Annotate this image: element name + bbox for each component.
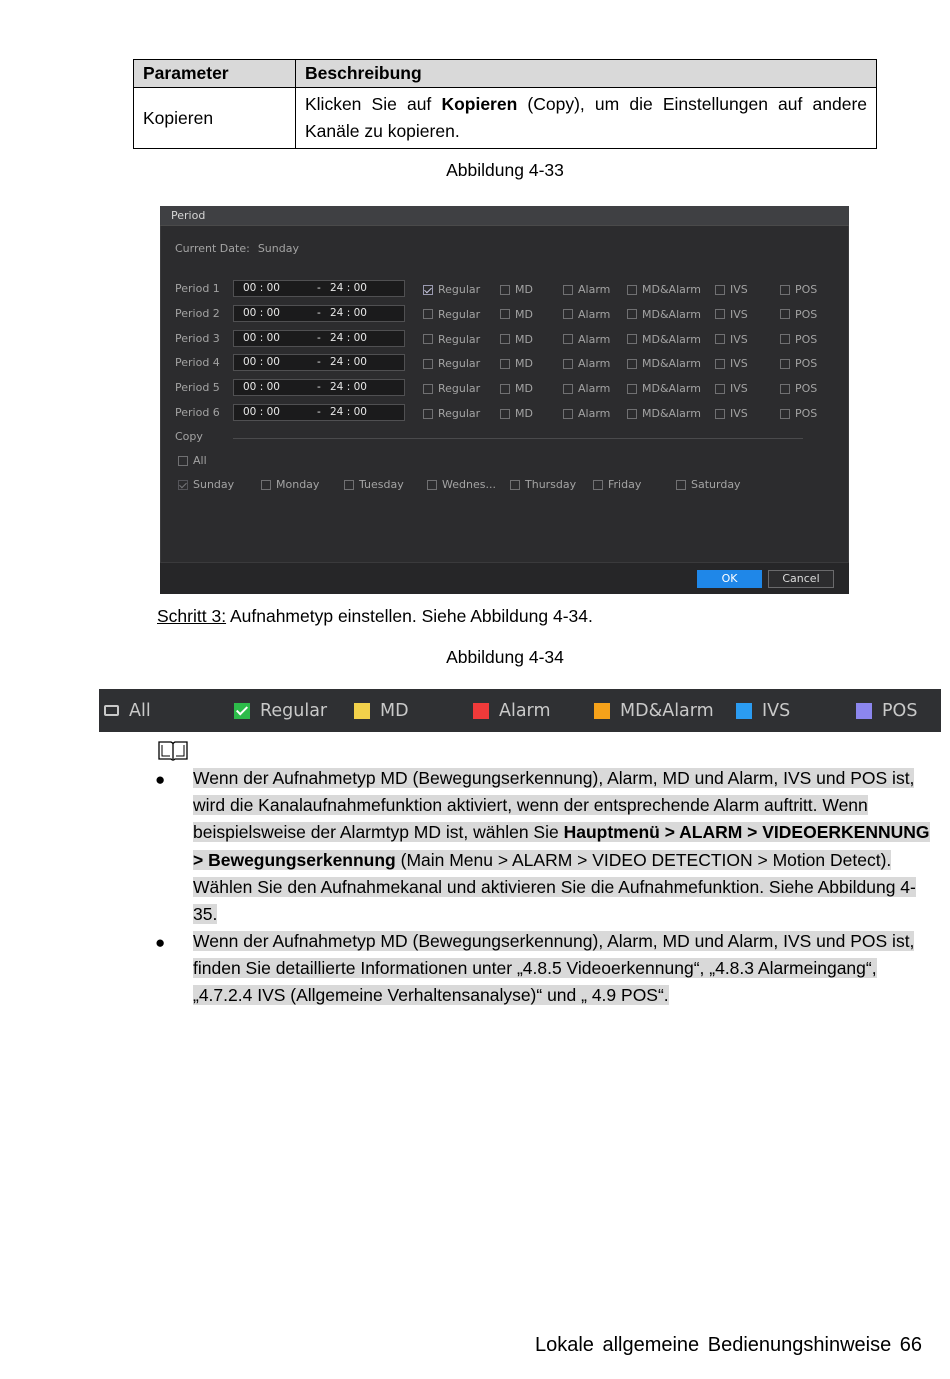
checkbox-label: IVS (730, 283, 748, 296)
checkbox-box[interactable] (715, 359, 725, 369)
record-type-checkbox[interactable] (563, 407, 610, 420)
copy-day-checkbox[interactable] (344, 478, 404, 491)
period-time-input[interactable] (233, 404, 405, 421)
period-label: Period 6 (175, 406, 220, 419)
record-type-checkbox[interactable] (563, 357, 610, 370)
page-footer: Lokale allgemeine Bedienungshinweise 66 (534, 1334, 922, 1356)
range-separator: - (317, 406, 321, 418)
period-label: Period 3 (175, 331, 220, 345)
legend-label: MD (380, 700, 409, 721)
dialog-footer (160, 562, 849, 594)
legend-item (856, 689, 917, 732)
checkbox-label: MD (515, 357, 533, 371)
checkbox-label: MD&Alarm (642, 307, 701, 321)
legend-label: Alarm (499, 700, 551, 721)
checkbox-box[interactable] (563, 409, 573, 419)
range-separator: - (317, 306, 321, 319)
start-time: 00 : 00 (243, 406, 280, 418)
period-time-input[interactable] (233, 354, 405, 371)
period-row (160, 330, 849, 348)
checkbox-label: All (193, 454, 207, 467)
checkbox-label: Alarm (578, 307, 611, 321)
checkbox-box[interactable] (780, 334, 790, 344)
color-swatch-icon (856, 703, 872, 719)
record-type-checkbox[interactable] (423, 333, 480, 346)
record-type-checkbox[interactable] (500, 283, 533, 296)
end-time: 24 : 00 (330, 282, 367, 294)
color-swatch-icon (473, 703, 489, 719)
ok-button[interactable]: OK (697, 570, 762, 588)
record-type-checkbox[interactable] (627, 357, 701, 370)
end-time: 24 : 00 (330, 381, 367, 394)
checkbox-box[interactable] (563, 334, 573, 344)
copy-day-checkbox[interactable] (676, 478, 741, 491)
legend-label: All (129, 700, 151, 721)
record-type-legend (99, 689, 941, 732)
checkbox-label: MD&Alarm (642, 357, 701, 371)
record-type-checkbox[interactable] (500, 382, 533, 395)
checkbox-box[interactable] (261, 480, 271, 490)
checkbox-box[interactable] (780, 384, 790, 394)
period-row (160, 379, 849, 397)
record-type-checkbox[interactable] (423, 407, 480, 420)
table-header-row (134, 60, 877, 88)
record-type-checkbox[interactable] (715, 308, 748, 321)
legend-item (736, 689, 790, 732)
checkbox-box[interactable] (563, 285, 573, 295)
record-type-checkbox[interactable] (563, 333, 610, 346)
checkbox-label: Regular (438, 357, 481, 371)
checkbox-label: Alarm (578, 382, 611, 396)
record-type-checkbox[interactable] (500, 308, 533, 321)
checkbox-box[interactable] (500, 409, 510, 419)
checkbox-box[interactable] (593, 480, 603, 490)
cancel-button[interactable]: Cancel (768, 570, 834, 588)
checkbox-box[interactable] (715, 285, 725, 295)
record-type-checkbox[interactable] (780, 308, 817, 321)
record-type-checkbox[interactable] (780, 333, 817, 346)
record-type-checkbox[interactable] (423, 382, 480, 395)
desc-bold-text: Kopieren (441, 94, 518, 114)
start-time: 00 : 00 (243, 306, 280, 319)
checkbox-label: Alarm (578, 332, 611, 346)
checkbox-label: POS (795, 283, 818, 296)
current-date-label: Current Date: (175, 242, 250, 255)
record-type-checkbox[interactable] (627, 283, 701, 296)
bullet: ● (155, 933, 166, 952)
checkbox-label: MD (515, 332, 533, 346)
checkbox-box[interactable] (563, 309, 573, 319)
legend-label: MD&Alarm (620, 700, 714, 721)
all-outline-icon (104, 705, 119, 716)
start-time: 00 : 00 (243, 282, 280, 294)
note-paragraph-2 (193, 928, 938, 1010)
period-row (160, 354, 849, 372)
period-label: Period 1 (175, 282, 220, 295)
checkbox-box[interactable] (500, 359, 510, 369)
checkbox-label: Saturday (691, 478, 741, 491)
checkbox-label: Alarm (578, 357, 611, 371)
record-type-checkbox[interactable] (780, 357, 817, 370)
record-type-checkbox[interactable] (423, 357, 480, 370)
checkbox-label: Sunday (193, 478, 235, 491)
copy-days-row (160, 477, 849, 493)
record-type-checkbox[interactable] (563, 308, 610, 321)
color-swatch-icon (234, 703, 250, 719)
checkbox-box[interactable] (423, 309, 433, 319)
period-label: Period 4 (175, 356, 220, 370)
checkbox-label: IVS (730, 332, 748, 346)
checkbox-box[interactable] (427, 480, 437, 490)
checkbox-box[interactable] (423, 334, 433, 344)
figure-caption: Abbildung 4-34 (446, 647, 564, 667)
record-type-checkbox[interactable] (627, 333, 701, 346)
checkbox-box[interactable] (178, 456, 188, 466)
checkbox-box[interactable] (780, 359, 790, 369)
period-time-input[interactable] (233, 330, 405, 347)
checkbox-label: MD (515, 382, 533, 396)
desc-text: (Copy), um die Einstellungen auf andere Kanäle zu kopieren. (305, 94, 868, 141)
range-separator: - (317, 381, 321, 394)
checkbox-label: POS (795, 307, 818, 321)
copy-all-checkbox[interactable] (178, 454, 207, 467)
checkbox-box[interactable] (627, 285, 637, 295)
legend-label: IVS (762, 700, 791, 721)
end-time: 24 : 00 (330, 356, 367, 369)
period-row (160, 404, 849, 422)
checkbox-box[interactable] (500, 334, 510, 344)
period-label: Period 5 (175, 381, 220, 395)
copy-day-checkbox[interactable] (261, 478, 319, 491)
checkbox-label: Alarm (578, 407, 611, 420)
copy-day-checkbox[interactable] (427, 478, 496, 491)
note-bold-text: Hauptmenü > ALARM > VIDEOERKENNUNG > Bewegungserkennung (193, 822, 930, 870)
step-line (157, 606, 593, 627)
checkbox-label: POS (795, 332, 818, 346)
start-time: 00 : 00 (243, 331, 280, 344)
record-type-checkbox[interactable] (627, 382, 701, 395)
checkbox-box[interactable] (715, 409, 725, 419)
checkbox-label: IVS (730, 407, 748, 420)
checkbox-box[interactable] (715, 309, 725, 319)
note-paragraph-1 (193, 765, 938, 928)
desc-text: Klicken Sie auf (305, 94, 442, 114)
period-time-input[interactable] (233, 305, 405, 322)
checkbox-box[interactable] (510, 480, 520, 490)
end-time: 24 : 00 (330, 406, 367, 418)
record-type-checkbox[interactable] (423, 283, 480, 296)
checkbox-box[interactable] (715, 384, 725, 394)
copy-day-checkbox[interactable] (510, 478, 576, 491)
record-type-checkbox[interactable] (715, 283, 748, 296)
checkbox-label: MD&Alarm (642, 283, 701, 296)
checkbox-box[interactable] (500, 384, 510, 394)
period-label: Period 2 (175, 306, 220, 320)
parameter-table (133, 59, 877, 149)
record-type-checkbox[interactable] (627, 407, 701, 420)
step-text: Aufnahmetyp einstellen. Siehe Abbildung 4-34. (226, 606, 593, 626)
checkbox-label: MD&Alarm (642, 332, 701, 346)
step-prefix: Schritt 3: (157, 606, 227, 626)
color-swatch-icon (594, 703, 610, 719)
checkbox-label: Regular (438, 307, 481, 321)
checkbox-label: POS (795, 382, 818, 396)
checkbox-label: IVS (730, 307, 748, 321)
copy-day-checkbox[interactable] (178, 478, 234, 491)
note-book-icon (157, 740, 189, 762)
note-text: (Main Menu > ALARM > VIDEO DETECTION > Motion Detect). Wählen Sie den Aufnahmekanal und aktivieren Sie die Aufnahmefunktion. Siehe Abbildung 4-35. (193, 849, 916, 925)
checkbox-label: POS (795, 357, 818, 371)
record-type-checkbox[interactable] (780, 407, 817, 420)
start-time: 00 : 00 (243, 356, 280, 369)
period-dialog (160, 206, 849, 594)
checkbox-label: Monday (276, 478, 320, 491)
period-time-input[interactable] (233, 280, 405, 297)
record-type-checkbox[interactable] (500, 333, 533, 346)
record-type-checkbox[interactable] (500, 357, 533, 370)
note-text: Wenn der Aufnahmetyp MD (Bewegungserkennung), Alarm, MD und Alarm, IVS und POS ist, wird die Kanalaufnahmefunktion aktiviert, wenn der entsprechende Alarm auftritt. Wenn beispielsweise der Alarmtyp MD ist, wählen Sie (193, 768, 915, 843)
record-type-checkbox[interactable] (715, 333, 748, 346)
figure-caption: Abbildung 4-33 (446, 160, 564, 180)
checkbox-label: Regular (438, 283, 481, 296)
checkbox-box[interactable] (563, 359, 573, 369)
checkbox-label: Friday (608, 478, 642, 491)
legend-item (473, 689, 551, 732)
current-date-value: Sunday (257, 242, 299, 255)
checkbox-box[interactable] (627, 384, 637, 394)
checkbox-box[interactable] (563, 384, 573, 394)
record-type-checkbox[interactable] (563, 382, 610, 395)
legend-item (234, 689, 327, 732)
legend-item (354, 689, 409, 732)
checkbox-label: MD&Alarm (642, 407, 701, 420)
checkbox-label: Alarm (578, 283, 611, 296)
checkbox-label: MD (515, 407, 533, 420)
record-type-checkbox[interactable] (780, 382, 817, 395)
record-type-checkbox[interactable] (715, 382, 748, 395)
record-type-checkbox[interactable] (500, 407, 533, 420)
record-type-checkbox[interactable] (563, 283, 610, 296)
bullet: ● (155, 770, 166, 789)
range-separator: - (317, 356, 321, 369)
legend-item (104, 689, 151, 732)
legend-item (594, 689, 714, 732)
copy-label: Copy (175, 430, 203, 443)
dialog-title: Period (160, 206, 849, 226)
checkbox-box[interactable] (715, 334, 725, 344)
copy-day-checkbox[interactable] (593, 478, 641, 491)
checkbox-label: Thursday (525, 478, 577, 491)
checkbox-box[interactable] (344, 480, 354, 490)
checkbox-box[interactable] (423, 359, 433, 369)
divider (233, 438, 803, 439)
checkbox-label: IVS (730, 357, 748, 371)
checkbox-box[interactable] (780, 285, 790, 295)
record-type-checkbox[interactable] (780, 283, 817, 296)
checkbox-box[interactable] (780, 309, 790, 319)
range-separator: - (317, 331, 321, 344)
checkbox-box[interactable] (178, 480, 188, 490)
table-row (134, 88, 877, 149)
current-date (175, 242, 299, 255)
checkbox-label: POS (795, 407, 818, 420)
checkbox-label: MD (515, 307, 533, 321)
table-header-cell: Beschreibung (296, 60, 877, 88)
checkbox-box[interactable] (627, 334, 637, 344)
period-row (160, 280, 849, 298)
checkbox-box[interactable] (627, 359, 637, 369)
checkbox-box[interactable] (627, 409, 637, 419)
legend-label: Regular (260, 700, 328, 721)
end-time: 24 : 00 (330, 331, 367, 344)
record-type-checkbox[interactable] (715, 407, 748, 420)
end-time: 24 : 00 (330, 306, 367, 319)
checkbox-label: IVS (730, 382, 748, 396)
checkbox-box[interactable] (627, 309, 637, 319)
checkbox-label: MD (515, 283, 533, 296)
checkbox-label: Regular (438, 332, 481, 346)
checkbox-box[interactable] (500, 285, 510, 295)
period-time-input[interactable] (233, 379, 405, 396)
range-separator: - (317, 282, 321, 294)
start-time: 00 : 00 (243, 381, 280, 394)
checkbox-label: Regular (438, 382, 481, 396)
checkbox-label: MD&Alarm (642, 382, 701, 396)
record-type-checkbox[interactable] (715, 357, 748, 370)
checkbox-label: Tuesday (359, 478, 404, 491)
period-row (160, 305, 849, 323)
record-type-checkbox[interactable] (423, 308, 480, 321)
table-cell-desc (296, 88, 877, 149)
checkbox-box[interactable] (423, 409, 433, 419)
checkbox-box[interactable] (423, 285, 433, 295)
color-swatch-icon (354, 703, 370, 719)
checkbox-box[interactable] (676, 480, 686, 490)
table-cell-param: Kopieren (134, 88, 296, 149)
checkbox-box[interactable] (780, 409, 790, 419)
checkbox-box[interactable] (500, 309, 510, 319)
note-text: Wenn der Aufnahmetyp MD (Bewegungserkennung), Alarm, MD und Alarm, IVS und POS ist, finden Sie detaillierte Informationen unter „4.8.5 Videoerkennung“, „4.8.3 Alarmeingang“, „4.7.2.4 IVS (Allgemeine Verhaltensanalyse)“ und „ 4.9 POS“. (193, 931, 915, 1006)
record-type-checkbox[interactable] (627, 308, 701, 321)
color-swatch-icon (736, 703, 752, 719)
table-header-cell: Parameter (134, 60, 296, 88)
legend-label: POS (882, 700, 918, 721)
checkbox-box[interactable] (423, 384, 433, 394)
checkbox-label: Regular (438, 407, 481, 420)
checkbox-label: Wednes... (442, 478, 496, 491)
